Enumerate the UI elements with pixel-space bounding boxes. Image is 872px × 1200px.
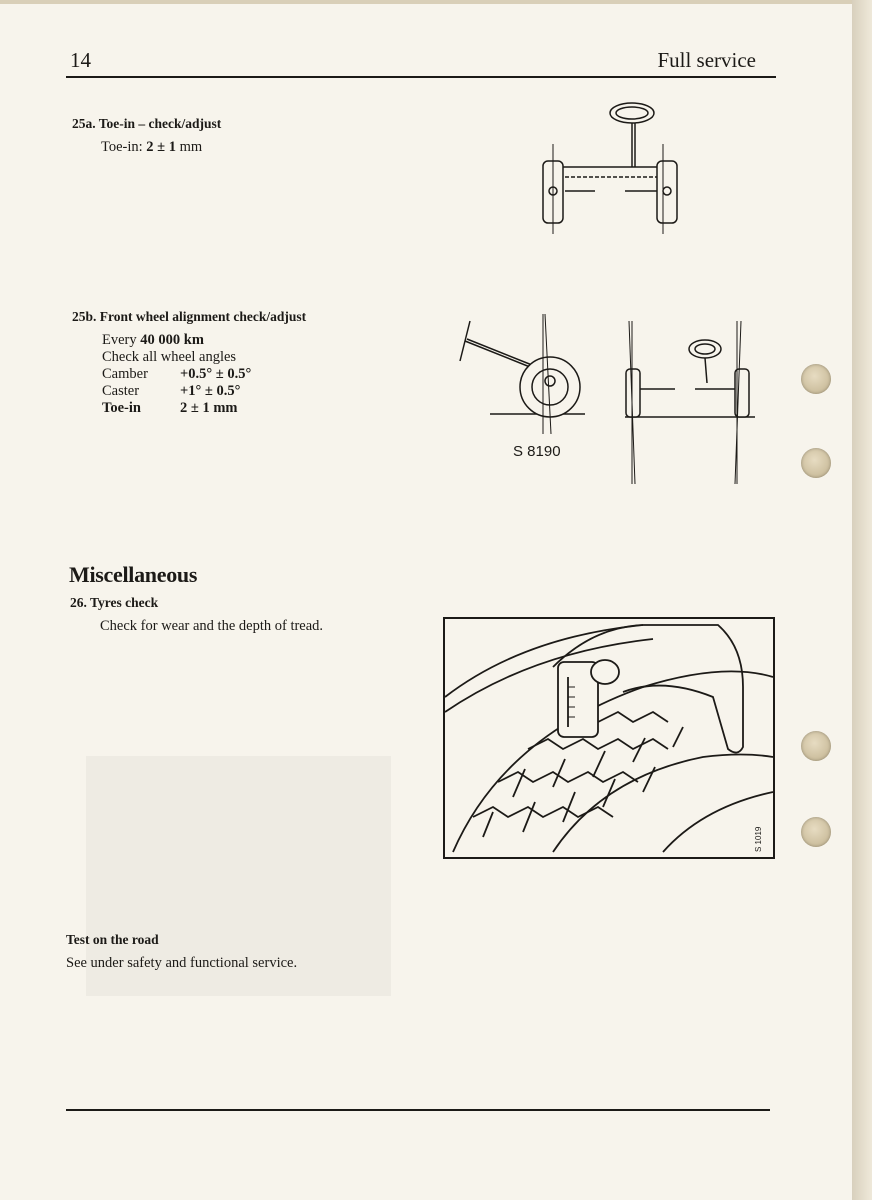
page-number: 14 bbox=[70, 48, 91, 72]
toe-in-label: Toe-in: bbox=[101, 139, 147, 155]
toe-in-value: 2 ± 1 bbox=[146, 139, 177, 155]
wheel-alignment-diagram bbox=[445, 309, 765, 494]
toe-in-diagram bbox=[535, 99, 685, 239]
check-wheel-angles: Check all wheel angles bbox=[102, 349, 237, 365]
item-25a-spec bbox=[101, 139, 202, 156]
toe-in-row-value: 2 ± 1 mm bbox=[180, 400, 238, 416]
binder-hole bbox=[801, 817, 831, 847]
toe-in-row-label: Toe-in bbox=[102, 400, 141, 416]
caster-label: Caster bbox=[102, 383, 140, 399]
caster-row bbox=[102, 383, 240, 400]
toe-in-unit: mm bbox=[176, 139, 203, 155]
section-title: Full service bbox=[657, 48, 756, 72]
binder-hole bbox=[801, 731, 831, 761]
header-rule bbox=[66, 76, 776, 78]
toe-in-row bbox=[102, 400, 238, 417]
camber-row bbox=[102, 366, 251, 383]
interval-label: Every bbox=[102, 332, 141, 348]
item-26-title: 26. Tyres check bbox=[70, 595, 159, 610]
item-25b-title: 25b. Front wheel alignment check/adjust bbox=[72, 309, 307, 324]
camber-label: Camber bbox=[102, 366, 148, 382]
item-26-text: Check for wear and the depth of tread. bbox=[100, 618, 324, 634]
camber-value: +0.5° ± 0.5° bbox=[180, 366, 252, 382]
interval-value: 40 000 km bbox=[140, 332, 204, 348]
tyre-tread-illustration bbox=[443, 617, 775, 859]
binder-hole bbox=[801, 448, 831, 478]
caster-value: +1° ± 0.5° bbox=[180, 383, 241, 399]
figure-code-s1019: S 1019 bbox=[754, 826, 763, 852]
road-test-text: See under safety and functional service. bbox=[66, 955, 298, 971]
miscellaneous-heading: Miscellaneous bbox=[69, 562, 198, 587]
footer-rule bbox=[66, 1109, 770, 1111]
item-25b-interval bbox=[102, 332, 204, 349]
next-page-edge bbox=[852, 0, 872, 1200]
item-25a-title: 25a. Toe-in – check/adjust bbox=[72, 116, 222, 131]
road-test-title: Test on the road bbox=[66, 932, 159, 947]
binder-hole bbox=[801, 364, 831, 394]
figure-code-s8190: S 8190 bbox=[513, 443, 561, 460]
